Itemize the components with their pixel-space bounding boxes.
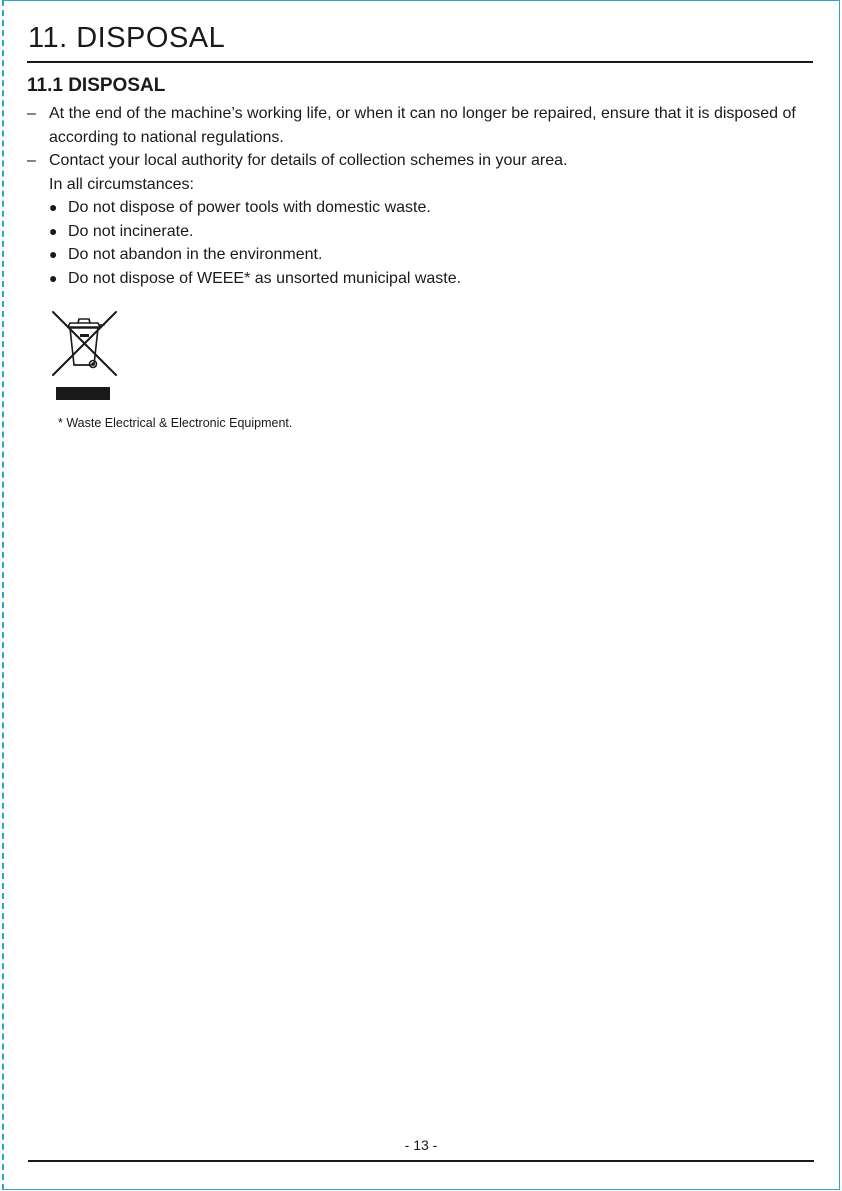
list-item-text: Do not dispose of power tools with domestic waste. — [68, 199, 431, 216]
bullet-icon: ● — [49, 199, 58, 215]
dash-item-text: At the end of the machine’s working life, or when it can no longer be repaired, ensure that it is disposed of according to national regulations. — [49, 105, 796, 146]
footer-divider — [28, 1160, 814, 1162]
bullet-list — [27, 196, 817, 290]
list-item — [49, 267, 817, 291]
list-item — [49, 196, 817, 220]
section-heading: 11.1 DISPOSAL — [27, 75, 166, 96]
list-item-text: Do not abandon in the environment. — [68, 246, 323, 263]
list-item-text: Do not incinerate. — [68, 222, 194, 240]
crossed-out-wheelie-bin-icon — [50, 309, 120, 404]
dash-mark: – — [27, 152, 36, 169]
title-divider — [27, 61, 813, 63]
page-title: 11. DISPOSAL — [28, 22, 226, 54]
bullet-icon: ● — [49, 222, 58, 239]
dash-item-text: Contact your local authority for details of collection schemes in your area. — [49, 152, 568, 169]
list-item — [49, 220, 817, 244]
bullet-icon: ● — [49, 246, 58, 262]
dash-item — [27, 102, 817, 149]
list-item-text: Do not dispose of WEEE* as unsorted municipal waste. — [68, 269, 462, 287]
section-content — [27, 102, 817, 290]
dash-mark: – — [27, 105, 36, 122]
page-number: - 13 - — [404, 1137, 438, 1153]
list-item — [49, 243, 817, 267]
dash-item — [27, 149, 817, 173]
footnote: * Waste Electrical & Electronic Equipment. — [58, 416, 293, 430]
circumstances-intro: In all circumstances: — [49, 175, 194, 193]
bullet-icon: ● — [49, 269, 58, 286]
